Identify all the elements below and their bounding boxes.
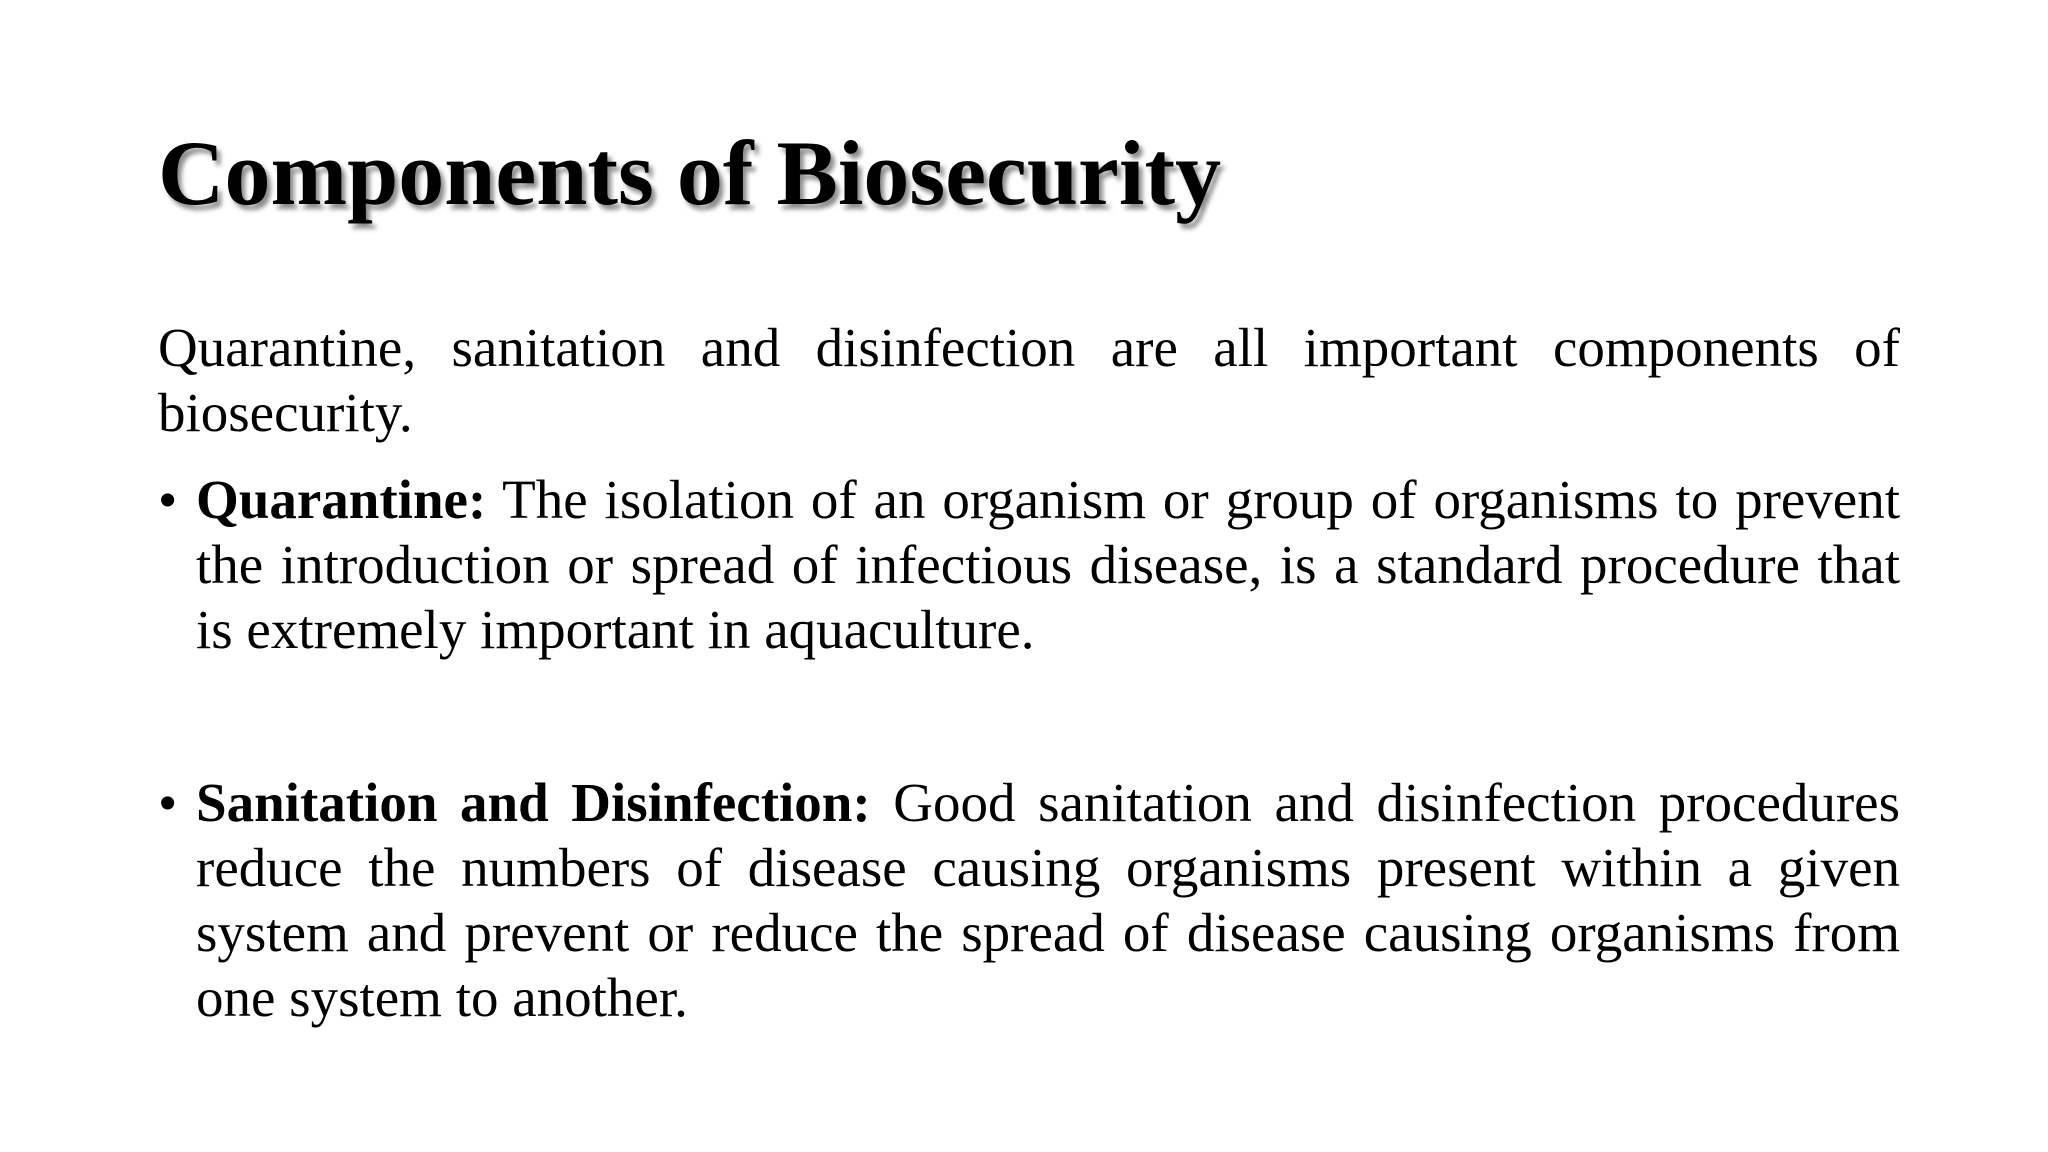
bullet-quarantine bbox=[158, 467, 1900, 662]
bullet-text: Good sanitation and disinfection procedures reduce the numbers of disease causing organisms present within a given system and prevent or reduce the spread of disease causing organisms from one system to another. bbox=[196, 772, 1900, 1028]
bullet-text: The isolation of an organism or group of organisms to prevent the introduction or spread of infectious disease, is a standard procedure that is extremely important in aquaculture. bbox=[196, 469, 1900, 660]
slide-body bbox=[158, 315, 1900, 1030]
bullet-sanitation bbox=[158, 770, 1900, 1030]
bullet-icon: • bbox=[158, 469, 178, 530]
bullet-term: Sanitation and Disinfection: bbox=[196, 772, 871, 833]
bullet-icon: • bbox=[158, 772, 178, 833]
bullet-term: Quarantine: bbox=[196, 469, 487, 530]
slide-title: Components of Biosecurity bbox=[158, 122, 1222, 224]
intro-paragraph: Quarantine, sanitation and disinfection are all important components of biosecurity. bbox=[158, 317, 1900, 443]
bullet-list bbox=[158, 467, 1900, 1030]
